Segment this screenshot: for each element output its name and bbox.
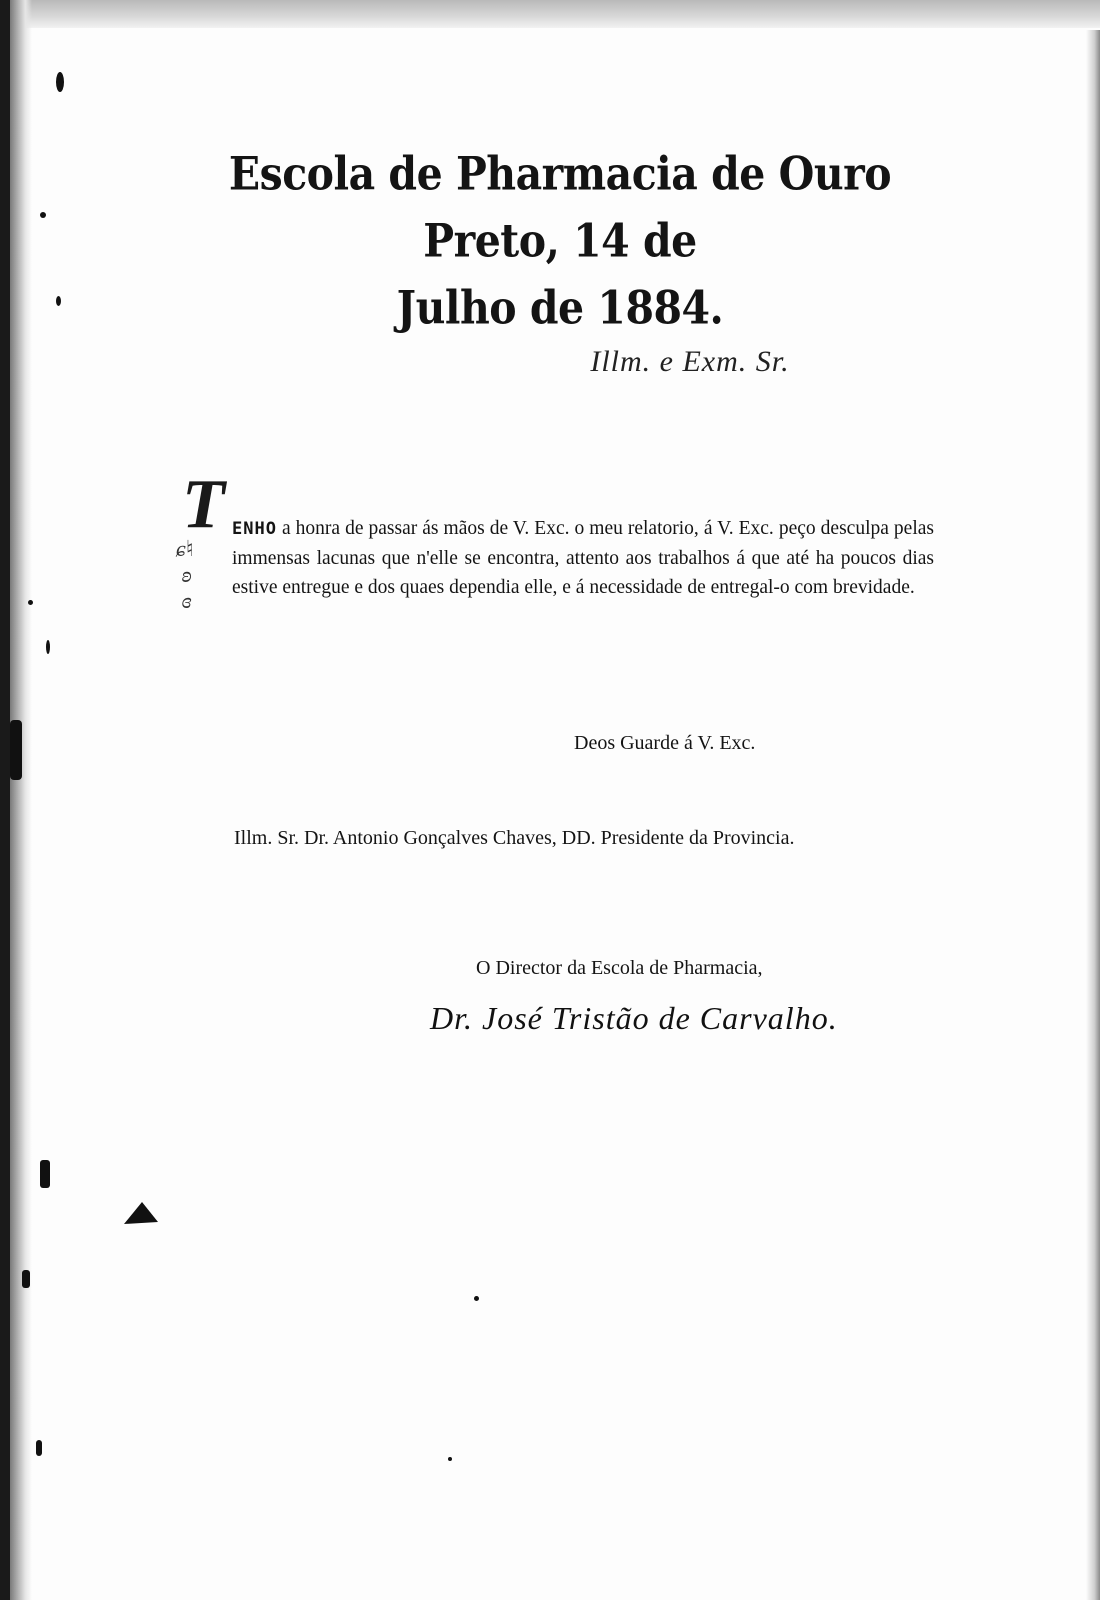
body-text: a honra de passar ás mãos de V. Exc. o meu relatorio, á V. Exc. peço desculpa pelas immensas lacunas que n'elle se encontra, attento aos trabalhos á que até ha poucos dias estive entregue e dos quaes dependia elle, e á necessidade de entregal-o com brevidade. [232, 518, 934, 598]
ink-speck [22, 1270, 30, 1288]
ink-speck [40, 212, 46, 218]
binding-edge [0, 0, 10, 1600]
drop-cap: T [182, 466, 225, 543]
scan-top-edge [0, 0, 1100, 28]
ornamental-initial [176, 466, 238, 620]
opening-word: ENHO [232, 519, 277, 539]
closing-line: Deos Guarde á V. Exc. [574, 732, 756, 754]
ink-speck [36, 1440, 42, 1456]
ink-speck [56, 72, 64, 92]
ink-blot [120, 1200, 160, 1226]
page-right-edge [1086, 30, 1100, 1600]
ink-speck [474, 1296, 479, 1301]
ink-speck [56, 296, 61, 306]
binding-shadow [10, 0, 32, 1600]
signatory-title: O Director da Escola de Pharmacia, [476, 957, 763, 979]
addressee-line: Illm. Sr. Dr. Antonio Gonçalves Chaves, DD. Presidente da Provincia. [234, 827, 795, 849]
salutation: Illm. e Exm. Sr. [590, 345, 790, 378]
heading-line-2: Julho de 1884. [396, 281, 724, 335]
handwritten-signature: Dr. José Tristão de Carvalho. [430, 1000, 838, 1036]
ink-speck [46, 640, 50, 654]
ink-speck [10, 720, 22, 780]
letter-heading [180, 140, 940, 342]
heading-line-1: Escola de Pharmacia de Ouro Preto, 14 de [228, 146, 892, 268]
ink-blot-shape [124, 1202, 158, 1224]
ink-speck [28, 600, 33, 605]
flourish-ornament-icon: ɕ♮ ʚ ɞ [176, 536, 194, 613]
letter-body [232, 514, 934, 602]
ink-speck [448, 1457, 452, 1461]
ink-speck [40, 1160, 50, 1188]
